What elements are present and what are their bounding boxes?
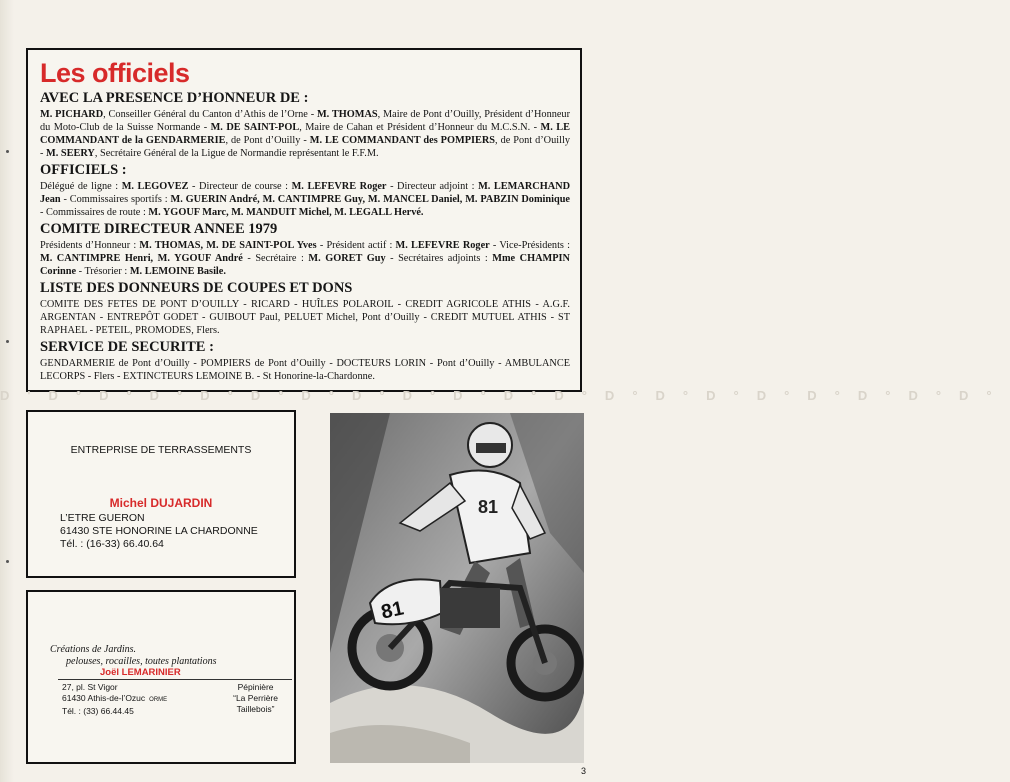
nursery-line: Pépinière bbox=[237, 682, 274, 692]
nursery-line: Taillebois” bbox=[236, 704, 275, 714]
body-text: - Commissaires sportifs : bbox=[60, 194, 171, 205]
body-text: COMITE DES FETES DE PONT D’OUILLY - RICARD - HUÎLES POLAROIL - CREDIT AGRICOLE ATHIS - A.G.F. ARGENTAN - ENTREPÔT GODET - GUIBOUT Paul, PELUET Michel, Pont d’Ouilly - CREDIT MUTUEL ATHIS - ST RAPHAEL - PETEIL, PROMODES, Flers. bbox=[40, 299, 570, 336]
bleed-through-watermark: D'D°D°D°D°D°D°D°D°D°D°D°D°D°D°D°D°D°D°D° bbox=[0, 388, 1010, 403]
ad-jardins-address bbox=[62, 682, 167, 717]
binding-hole bbox=[6, 560, 9, 563]
motocross-photo bbox=[330, 413, 584, 763]
ad-jardins-owner: Joël LEMARINIER bbox=[100, 667, 181, 678]
body-text: GENDARMERIE de Pont d’Ouilly - POMPIERS de Pont d’Ouilly - DOCTEURS LORIN - Pont d’Ouilly - AMBULANCE LECORPS - Flers - EXTINCTEURS LEMOINE B. - St Honorine-la-Chardonne. bbox=[40, 358, 570, 382]
section-body bbox=[40, 108, 570, 160]
body-text: - Secrétaires adjoints : bbox=[385, 253, 493, 264]
bold-name: M. DE SAINT-POL bbox=[210, 122, 300, 133]
nursery-line: “La Perrière bbox=[233, 693, 278, 703]
bold-name: M. LEFEVRE Roger bbox=[291, 181, 387, 192]
bold-name: M. THOMAS, M. DE SAINT-POL Yves bbox=[139, 240, 317, 251]
ad-terrassement-tagline: ENTREPRISE DE TERRASSEMENTS bbox=[70, 444, 252, 456]
bold-name: M. GORET Guy bbox=[308, 253, 386, 264]
bold-name: Mme CHAMPIN Corinne bbox=[40, 253, 570, 277]
body-text: - Commissaires de route : bbox=[40, 207, 149, 218]
section-heading: COMITE DIRECTEUR ANNEE 1979 bbox=[40, 221, 278, 237]
bold-name: M. LEMOINE Basile. bbox=[129, 266, 226, 277]
bold-name: M. LE COMMANDANT des POMPIERS bbox=[309, 135, 496, 146]
bold-name: M. LE COMMANDANT de la GENDARMERIE bbox=[40, 122, 570, 146]
section-body bbox=[40, 180, 570, 219]
bold-name: M. LEFEVRE Roger bbox=[395, 240, 490, 251]
ad-terrassement-name: Michel DUJARDIN bbox=[109, 496, 213, 510]
ad-jardins-line2: pelouses, rocailles, toutes plantations bbox=[66, 656, 217, 667]
address-line: L’ETRE GUERON bbox=[60, 512, 145, 524]
bold-name: M. THOMAS bbox=[316, 109, 378, 120]
address-city: 61430 Athis-de-l’Ozuc bbox=[62, 693, 146, 703]
bold-name: M. CANTIMPRE Henri, M. YGOUF André bbox=[40, 253, 243, 264]
body-text: , Secrétaire Général de la Ligue de Normandie représentant le F.F.M. bbox=[94, 148, 379, 159]
body-text: - Directeur adjoint : bbox=[386, 181, 479, 192]
section-heading: SERVICE DE SECURITE : bbox=[40, 339, 214, 355]
section-heading: OFFICIELS : bbox=[40, 162, 127, 178]
bike-number-plate: 81 bbox=[379, 597, 406, 624]
section-body bbox=[40, 239, 570, 278]
section-heading: LISTE DES DONNEURS DE COUPES ET DONS bbox=[40, 280, 353, 296]
bold-name: M. LEMARCHAND Jean bbox=[40, 181, 571, 205]
page-title: Les officiels bbox=[40, 58, 190, 88]
page-number: 3 bbox=[580, 766, 586, 776]
binding-hole bbox=[6, 340, 9, 343]
body-text: , Maire de Pont d’Ouilly, Président d’Honneur du Moto-Club de la Suisse Normande - bbox=[40, 109, 571, 133]
svg-text:81: 81 bbox=[478, 497, 499, 517]
officiels-box bbox=[26, 48, 582, 392]
ad-jardins-nursery bbox=[233, 682, 278, 715]
binding-hole bbox=[6, 150, 9, 153]
address-line bbox=[62, 693, 167, 706]
bold-name: M. PICHARD bbox=[40, 109, 104, 120]
address-line: 61430 STE HONORINE LA CHARDONNE bbox=[60, 525, 258, 537]
body-text: - Directeur de course : bbox=[188, 181, 292, 192]
address-line: 27, pl. St Vigor bbox=[62, 682, 118, 692]
section-body bbox=[40, 298, 570, 337]
phone-line: Tél. : (16-33) 66.40.64 bbox=[60, 538, 164, 550]
divider bbox=[58, 679, 292, 680]
body-text: Délégué de ligne : bbox=[40, 181, 122, 192]
address-dept: ORME bbox=[149, 697, 168, 703]
ad-terrassement bbox=[26, 410, 296, 578]
bold-name: M. GUERIN André, M. CANTIMPRE Guy, M. MANCEL Daniel, M. PABZIN Dominique bbox=[170, 194, 571, 205]
body-text: , de Pont d’Ouilly - bbox=[40, 135, 570, 159]
officiels-sections bbox=[40, 90, 570, 383]
ad-jardins bbox=[26, 590, 296, 764]
motocross-rider-image bbox=[330, 413, 584, 763]
body-text: , de Pont d’Ouilly - bbox=[225, 135, 310, 146]
ad-terrassement-address bbox=[60, 512, 258, 551]
phone-line: Tél. : (33) 66.44.45 bbox=[62, 706, 134, 716]
bold-name: M. LEGOVEZ bbox=[121, 181, 189, 192]
section-heading: AVEC LA PRESENCE D’HONNEUR DE : bbox=[40, 90, 309, 106]
body-text: - Président actif : bbox=[316, 240, 396, 251]
bold-name: M. SEERY bbox=[46, 148, 95, 159]
body-text: - Secrétaire : bbox=[242, 253, 309, 264]
body-text: , Conseiller Général du Canton d’Athis de l’Orne - bbox=[103, 109, 317, 120]
ad-jardins-line1: Créations de Jardins. bbox=[50, 644, 137, 655]
body-text: Présidents d’Honneur : bbox=[40, 240, 140, 251]
bold-name: M. YGOUF Marc, M. MANDUIT Michel, M. LEGALL Hervé. bbox=[148, 207, 424, 218]
body-text: - Trésorier : bbox=[76, 266, 130, 277]
body-text: - Vice-Présidents : bbox=[489, 240, 570, 251]
body-text: , Maire de Cahan et Président d’Honneur du M.C.S.N. - bbox=[299, 122, 541, 133]
section-body bbox=[40, 357, 570, 383]
